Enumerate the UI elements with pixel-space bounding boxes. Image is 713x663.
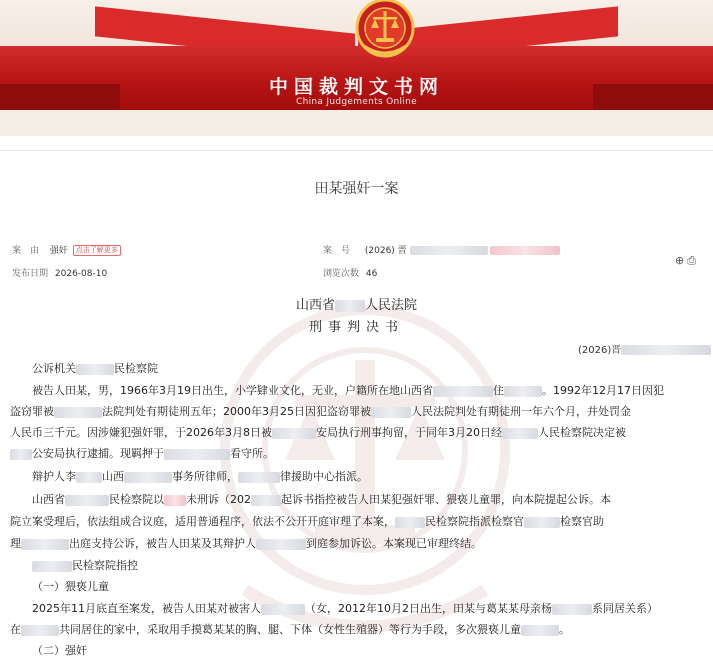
case-number-label: 案 号: [323, 246, 351, 256]
redacted-text: [552, 604, 592, 615]
text-span: 公安局执行逮捕。现羁押于: [32, 447, 164, 460]
header-divider: [0, 150, 713, 151]
court-name-prefix: 山西省: [295, 298, 335, 313]
redacted-text: [502, 428, 538, 439]
text-span: 未刑诉（202: [186, 493, 251, 506]
case-cause: [12, 243, 121, 256]
publish-date: [12, 266, 107, 279]
redacted-text: [65, 495, 109, 506]
section-heading-1: （一）猥亵儿童: [32, 580, 109, 593]
case-number-value: (2026) 晋: [364, 246, 407, 256]
redacted-text: [335, 300, 365, 312]
redacted-text: [261, 604, 305, 615]
publish-date-label: 发布日期: [12, 269, 49, 279]
redacted-text: [54, 407, 102, 418]
section-heading-2: （二）强奸: [32, 644, 87, 657]
section-1-line-2: [10, 621, 570, 637]
court-emblem-icon: [354, 0, 416, 64]
redacted-text: [76, 472, 102, 483]
accusation-heading: [32, 557, 138, 573]
text-span: 2025年11月底直至案发，被告人田某对被害人: [32, 602, 261, 615]
text-span: （女，2012年10月2日出生，田某与葛某某母亲杨: [305, 602, 552, 615]
text-span: 。1992年12月17日因犯: [542, 384, 664, 397]
document-type: 刑事判决书: [308, 320, 404, 335]
view-count: [323, 266, 377, 279]
text-span: 律援助中心指派。: [280, 470, 368, 483]
text-span: 人民法院判处有期徒刑一年六个月，并处罚金: [411, 405, 631, 418]
defendant-line-3: [10, 424, 626, 440]
redacted-text: [504, 386, 542, 397]
text-span: 共同居住的家中，采取用手摸葛某某的胸、腿、下体（女性生殖器）等行为手段，多次猥亵儿童: [59, 623, 521, 636]
text-span: 民检察院: [114, 362, 158, 375]
text-span: 。: [559, 623, 570, 636]
redacted-text: [124, 472, 172, 483]
text-span: 盗窃罪被: [10, 405, 54, 418]
redacted-text: [410, 246, 488, 255]
redacted-text: [164, 495, 186, 506]
text-span: 山西省: [32, 493, 65, 506]
site-subtitle: China Judgements Online: [296, 97, 417, 107]
publish-date-value: 2026-08-10: [54, 269, 108, 279]
site-title[interactable]: 中国裁判文书网: [268, 76, 444, 98]
redacted-text: [256, 539, 306, 550]
prosecutor-line: [32, 360, 158, 376]
print-icon[interactable]: ⎙: [687, 254, 700, 267]
text-span: 法院判处有期徒刑五年；2000年3月25日因犯盗窃罪被: [102, 405, 371, 418]
document-number: [578, 341, 711, 356]
text-span: 到庭参加诉讼。本案现已审理终结。: [306, 537, 482, 550]
text-span: 院立案受理后，依法组成合议庭，适用普通程序，依法不公开开庭审理了本案，: [10, 515, 395, 528]
redacted-text: [238, 472, 280, 483]
view-count-label: 浏览次数: [323, 269, 360, 279]
section-1-line-1: [32, 600, 658, 616]
case-cause-value: 强奸: [49, 246, 68, 256]
document-number-text: (2026)晋: [578, 345, 622, 356]
text-span: 人民币三千元。因涉嫌犯强奸罪，于2026年3月8日被: [10, 426, 272, 439]
text-span: 山西: [102, 470, 124, 483]
site-header-banner: [0, 0, 713, 136]
more-info-tag[interactable]: 点击了解更多: [73, 245, 121, 256]
text-span: 民检察院指派检察官: [425, 515, 524, 528]
court-name: [0, 294, 713, 313]
defender-line: [32, 468, 368, 484]
redacted-text: [272, 428, 316, 439]
case-number: [323, 243, 560, 256]
indictment-line-2: [10, 513, 604, 529]
indictment-line-3: [10, 535, 482, 551]
text-span: 住: [493, 384, 504, 397]
text-span: 安局执行刑事拘留，于同年3月20日经: [316, 426, 502, 439]
document-tools: [675, 254, 699, 268]
text-span: 辩护人李: [32, 470, 76, 483]
view-count-value: 46: [365, 269, 378, 279]
redacted-text: [621, 345, 711, 355]
redacted-text: [251, 495, 281, 506]
redacted-text: [164, 449, 230, 460]
text-span: 看守所。: [230, 447, 274, 460]
redacted-text: [21, 539, 69, 550]
defendant-line-2: [10, 403, 631, 419]
text-span: 人民检察院决定被: [538, 426, 626, 439]
text-span: 系同居关系）: [592, 602, 658, 615]
text-span: 出庭支持公诉，被告人田某及其辩护人: [69, 537, 256, 550]
download-icon[interactable]: ⊕: [675, 254, 688, 267]
redacted-text: [433, 386, 493, 397]
text-span: 被告人田某，男，1966年3月19日出生，小学肄业文化，无业，户籍所在地山西省: [32, 384, 433, 397]
text-span: 民检察院以: [109, 493, 164, 506]
indictment-line-1: [32, 491, 611, 507]
case-title: 田某强奸一案: [314, 181, 399, 197]
redacted-text: [371, 407, 411, 418]
case-cause-label: 案 由: [12, 246, 40, 256]
redacted-text: [524, 517, 560, 528]
redacted-text: [76, 364, 114, 375]
defendant-line-4: [10, 445, 274, 461]
redacted-text: [21, 625, 59, 636]
text-span: 公诉机关: [32, 362, 76, 375]
redacted-text: [32, 561, 72, 572]
redacted-text: [521, 625, 559, 636]
text-span: 检察官助: [560, 515, 604, 528]
redacted-text: [395, 517, 425, 528]
defendant-line-1: [32, 382, 664, 398]
text-span: 起诉书指控被告人田某犯强奸罪、猥亵儿童罪，向本院提起公诉。本: [281, 493, 611, 506]
redacted-text: [490, 246, 560, 255]
text-span: 民检察院指控: [72, 559, 138, 572]
text-span: 在: [10, 623, 21, 636]
text-span: 事务所律师，: [172, 470, 238, 483]
court-name-suffix: 人民法院: [365, 298, 418, 313]
redacted-text: [10, 449, 32, 460]
text-span: 理: [10, 537, 21, 550]
